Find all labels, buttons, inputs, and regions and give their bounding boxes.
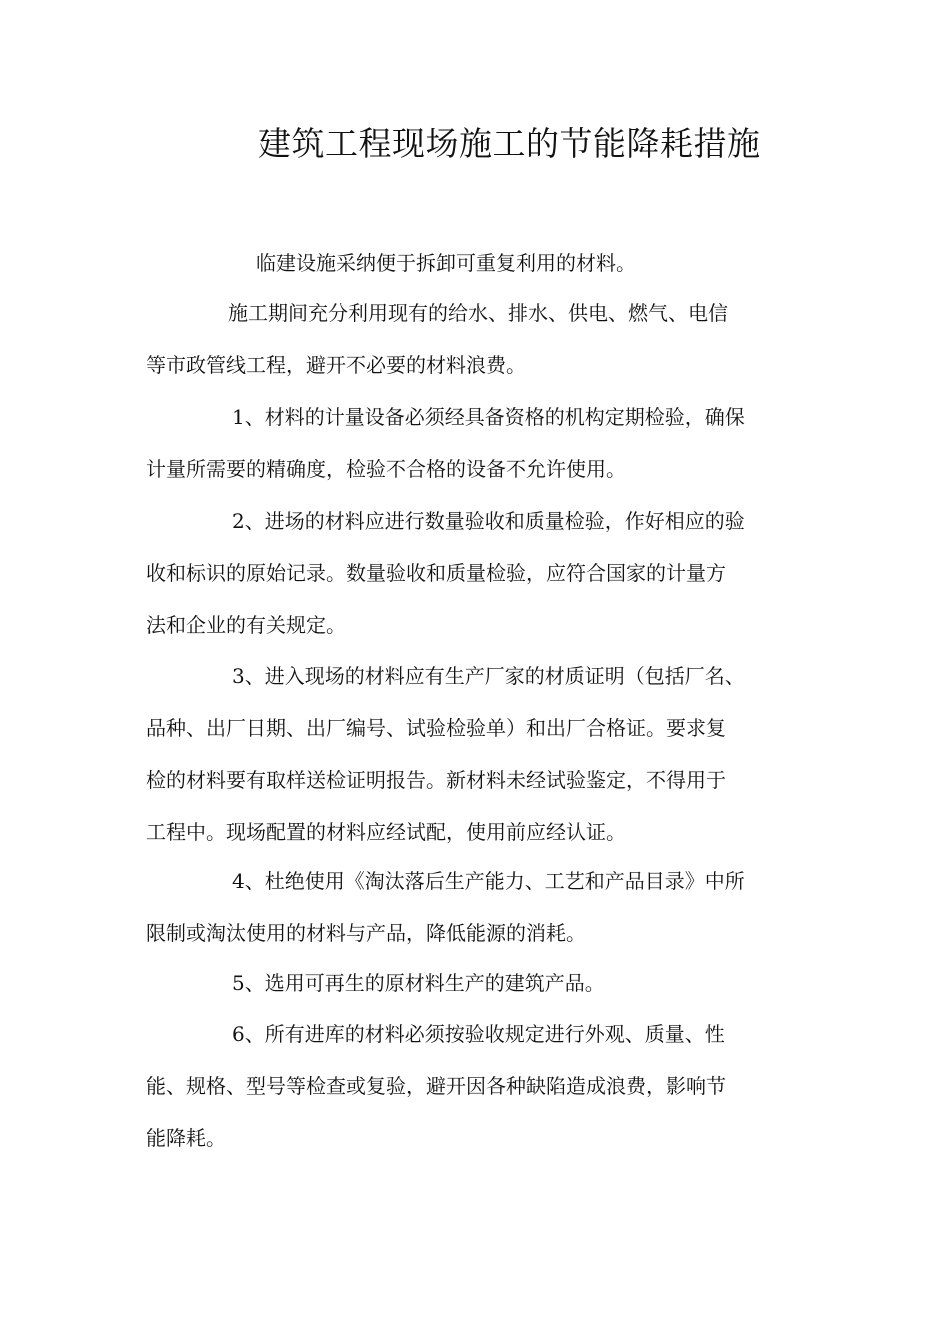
paragraph-temporary-facilities xyxy=(256,237,636,289)
paragraph-line: 6、所有进库的材料必须按验收规定进行外观、质量、性 xyxy=(232,1022,725,1046)
paragraph-line: 等市政管线工程，避开不必要的材料浪费。 xyxy=(146,353,526,377)
paragraph-line: 法和企业的有关规定。 xyxy=(146,613,346,637)
paragraph-line: 1、材料的计量设备必须经具备资格的机构定期检验，确保 xyxy=(232,405,745,429)
paragraph-line: 3、进入现场的材料应有生产厂家的材质证明（包括厂名、 xyxy=(232,664,745,688)
paragraph-line: 2、进场的材料应进行数量验收和质量检验，作好相应的验 xyxy=(232,509,745,533)
paragraph-line: 5、选用可再生的原材料生产的建筑产品。 xyxy=(232,971,605,995)
paragraph-item-6 xyxy=(146,1008,726,1164)
paragraph-item-5 xyxy=(232,957,605,1009)
paragraph-item-1 xyxy=(146,391,745,495)
paragraph-existing-utilities xyxy=(146,287,728,391)
paragraph-line: 收和标识的原始记录。数量验收和质量检验，应符合国家的计量方 xyxy=(146,561,726,585)
paragraph-line: 工程中。现场配置的材料应经试配，使用前应经认证。 xyxy=(146,820,626,844)
paragraph-line: 检的材料要有取样送检证明报告。新材料未经试验鉴定，不得用于 xyxy=(146,768,726,792)
paragraph-line: 施工期间充分利用现有的给水、排水、供电、燃气、电信 xyxy=(228,301,728,325)
paragraph-line: 临建设施采纳便于拆卸可重复利用的材料。 xyxy=(256,251,636,275)
paragraph-item-3 xyxy=(146,650,745,858)
paragraph-line: 品种、出厂日期、出厂编号、试验检验单）和出厂合格证。要求复 xyxy=(146,716,726,740)
paragraph-line: 限制或淘汰使用的材料与产品，降低能源的消耗。 xyxy=(146,921,586,945)
paragraph-line: 计量所需要的精确度，检验不合格的设备不允许使用。 xyxy=(146,457,626,481)
paragraph-line: 能降耗。 xyxy=(146,1126,226,1150)
paragraph-item-4 xyxy=(146,855,745,959)
document-title: 建筑工程现场施工的节能降耗措施 xyxy=(258,124,761,163)
paragraph-item-2 xyxy=(146,495,745,651)
paragraph-line: 能、规格、型号等检查或复验，避开因各种缺陷造成浪费，影响节 xyxy=(146,1074,726,1098)
paragraph-line: 4、杜绝使用《淘汰落后生产能力、工艺和产品目录》中所 xyxy=(232,869,745,893)
